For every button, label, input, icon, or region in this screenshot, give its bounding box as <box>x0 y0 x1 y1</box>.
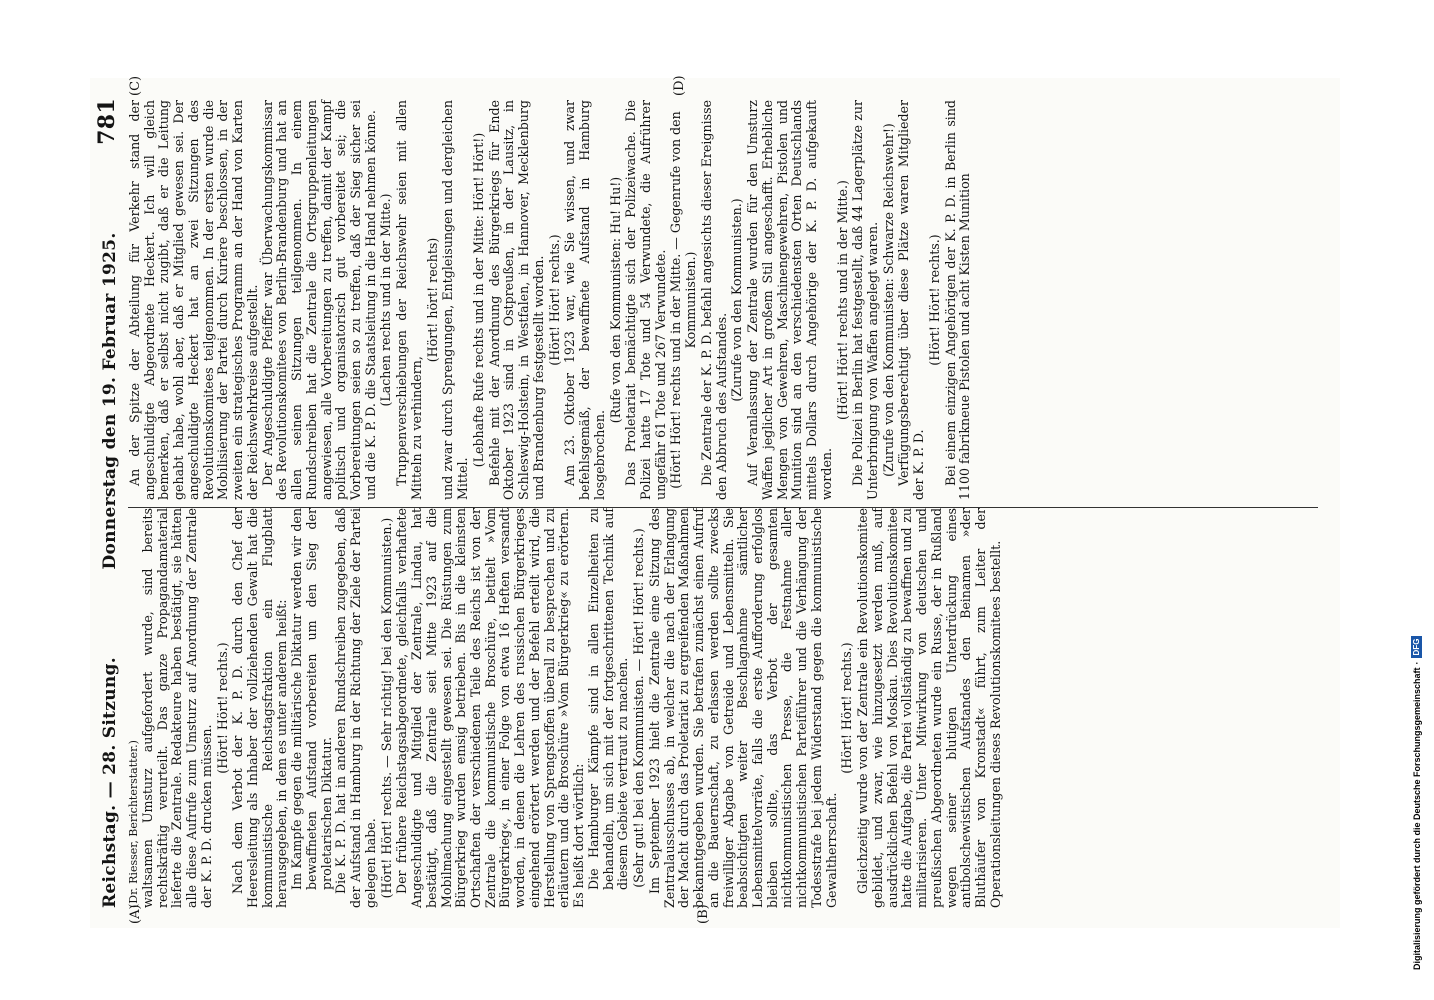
interjection: (Hört! Hört! rechts. — Sehr richtig! bei den Kommunisten.) <box>378 517 394 899</box>
header-date: Donnerstag den 19. Februar 1925. <box>100 232 120 570</box>
paragraph: Der Angeschuldigte Pfeiffer war Überwachungskommissar des Revolutionskomitees von Berlin-Brandenburg und hat an allen seinen Sitzungen teilgenommen. In einem Rundschreiben hat die Zentrale die Ortsgruppenleitungen angewiesen, alle Vorbereitungen zu treffen, damit der Kampf politisch und organisatorisch gut vorbereitet sei; die Vorbereitungen seien so zu treffen, daß der Sieg sicher sei und die K. P. D. die Staatsleitung in die Hand nehmen könne. <box>259 100 378 500</box>
interjection: (Rufe von den Kommunisten: Hu! Hu!) <box>607 176 623 424</box>
interjection: (Hört! Hört! rechts.) <box>214 642 230 774</box>
paragraph: Verfügungsberechtigt über diese Plätze waren Mitglieder der K. P. D. <box>896 100 927 500</box>
interjection: (Hört! Hört! rechts.) <box>546 234 562 366</box>
column-divider <box>128 507 1318 508</box>
scanned-page <box>90 75 1340 928</box>
interjection: (Zurufe von den Kommunisten: Schwarze Reichswehr!) <box>880 123 896 477</box>
paragraph: Die K. P. D. hat in anderen Rundschreiben zugegeben, daß der Aufstand in Hamburg in der Richtung der Ziele der Partei gelegen habe. <box>333 508 378 908</box>
header-session: Reichstag. — 28. Sitzung. <box>100 657 120 908</box>
paragraph: und zwar durch Sprengungen, Entgleisungen und dergleichen Mittel. <box>440 100 471 500</box>
interjection: (Zurufe von den Kommunisten.) <box>729 198 745 402</box>
interjection: (Lebhafte Rufe rechts und in der Mitte: Hört! Hört!) <box>470 132 486 468</box>
margin-mark-d: (D) <box>672 75 687 96</box>
quotation: Die Hamburger Kämpfe sind in allen Einzelheiten zu behandeln, um sich mit der fortgeschrittenen Technik auf diesem Gebiete vertraut zu machen. <box>585 508 631 890</box>
dfg-credit-text: Digitalisierung gefördert durch die Deutsche Forschungsgemeinschaft <box>1411 667 1422 970</box>
paragraph: An der Spitze der Abteilung für Verkehr stand der angeschuldigte Abgeordnete Heckert. Ich will gleich bemerken, daß er selbst nicht zugibt, daß er die Leitung gehabt habe, wohl aber, daß er Mitglied gewesen sei. Der angeschuldigte Heckert hat an zwei Sitzungen des Revolutionskomitees teilgenommen. In der ersten wurde die Mobilisierung der Partei durch Kuriere beschlossen, in der zweiten ein strategisches Programm an der Hand von Karten der Reichswehrkreise aufgestellt. <box>127 100 260 500</box>
right-column <box>128 100 973 500</box>
paragraph: Gleichzeitig wurde von der Zentrale ein Revolutionskomitee gebildet, und zwar, wie hinzugesetzt werden muß, auf ausdrücklichen Befehl von Moskau. Dies Revolutionskomitee hatte die Aufgabe, die Partei vollständig zu bewaffnen und zu militarisieren. Unter Mitwirkung von deutschen und preußischen Abgeordneten wurde ein Russe, der in Rußland wegen seiner blutigen Unterdrückung eines antibolschewistischen Aufstandes den Beinamen »der Bluthäufer von Kronstadt« führt, zum Leiter der Operationsleitungen dieses Revolutionskomitees bestellt. <box>855 508 1003 908</box>
margin-mark-b: (B) <box>696 904 711 924</box>
interjection: (Hört! Hört! rechts und in der Mitte.) <box>834 180 850 420</box>
dfg-credit-strip <box>1410 0 1434 1000</box>
quotation: Im Kampfe gegen die militärische Diktatur werden wir den bewaffneten Aufstand vorbereiten um den Sieg der proletarischen Diktatur. <box>289 508 334 890</box>
paragraph: Das Proletariat bemächtigte sich der Polizeiwache. Die Polizei hatte 17 Tote und 54 Verwundete, die Aufrührer ungefähr 61 Tote und 267 Verwundete. <box>623 100 668 500</box>
page-header <box>90 98 120 908</box>
margin-mark-c: (C) <box>128 75 143 96</box>
paragraph: Befehle mit der Anordnung des Bürgerkriegs für Ende Oktober 1923 sind in Ostpreußen, in der Lausitz, in Schleswig-Holstein, in Westfalen, in Hannover, Mecklenburg und Brandenburg festgestellt worden. <box>486 100 546 500</box>
paragraph: Im September 1923 hielt die Zentrale eine Sitzung des Zentralausschusses ab, in welcher die nach der Erlangung der Macht durch das Proletariat zu ergreifenden Maßnahmen bekanntgegeben wurden. Sie betrafen zunächst einen Aufruf an die Bauernschaft, zu erlassen werden sollte zwecks freiwilliger Abgabe von Getreide und Lebensmitteln. Sie beabsichtigten weiter Beschlagnahme sämtlicher Lebensmittelvorräte, falls die erste Aufforderung erfolglos bleiben sollte, das Verbot der gesamten nichtkommunistischen Presse, die Festnahme aller nichtkommunistischen Parteiführer und die Verhängung der Todesstrafe bei jedem Widerstand gegen die kommunistische Gewaltherrschaft. <box>646 508 839 908</box>
paragraph: Bei einem einzigen Angehörigen der K. P. D. in Berlin sind 1100 fabrikneue Pistolen und acht Kisten Munition <box>942 100 973 500</box>
interjection: (Hört! hört! rechts) <box>424 237 440 363</box>
paragraph: Auf Veranlassung der Zentrale wurden für den Umsturz Waffen jeglicher Art in großem Stil angeschafft. Erhebliche Mengen von Gewehren, Maschinengewehren, Pistolen und Munition sind an den verschiedensten Orten Deutschlands mittels Dollars durch Angehörige der K. P. D. aufgekauft worden. <box>745 100 834 500</box>
paragraph: Die Zentrale der K. P. D. befahl angesichts dieser Ereignisse den Abbruch des Aufstandes. <box>698 100 729 500</box>
interjection: (Hört! Hört! rechts und in der Mitte. — Gegenrufe von den Kommunisten.) <box>668 111 699 489</box>
paragraph: Truppenverschiebungen der Reichswehr seien mit allen Mitteln zu verhindern, <box>394 100 424 500</box>
dfg-credit-text-group: Digitalisierung gefördert durch die Deutsche Forschungsgemeinschaft · DFG <box>1411 636 1422 970</box>
speaker-line: (Dr. Riesser, Berichterstatter.) <box>127 740 140 908</box>
interjection: (Hört! Hört! rechts.) <box>839 642 855 774</box>
paragraph: Der frühere Reichstagsabgeordnete, gleichfalls verhaftete Angeschuldigte und Mitglied der Zentrale, Lindau, hat bestätigt, daß die Zentrale seit Mitte 1923 auf die Mobilmachung eingestellt gewesen sei. Die Rüstungen zum Bürgerkrieg wurden emsig betrieben. Bis in die kleinsten Ortschaften der verschiedenen Teile des Reichs ist von der Zentrale die kommunistische Broschüre, betitelt »Vom Bürgerkrieg«, in einer Folge von etwa 16 Heften versandt worden, in denen die Lehren des russischen Bürgerkrieges eingehend erörtert werden und der Befehl erteilt wird, die Herstellung von Sprengstoffen überall zu besprechen und zu erläutern und die Broschüre »Vom Bürgerkrieg« zu erörtern. Es heißt dort wörtlich: <box>394 508 587 908</box>
interjection: (Sehr gut! bei den Kommunisten. — Hört! Hört! rechts.) <box>631 528 647 888</box>
paragraph: Die Polizei in Berlin hat festgestellt, daß 44 Lagerplätze zur Unterbringung von Waffen angelegt waren. <box>850 100 880 500</box>
page-number: 781 <box>94 98 120 145</box>
left-column <box>128 508 1003 908</box>
margin-mark-a: (A) <box>128 904 143 924</box>
paragraph: waltsamen Umsturz aufgefordert wurde, sind bereits rechtskräftig verurteilt. Das ganze Propagandamaterial lieferte die Zentrale. Redakteure haben bestätigt, sie hätten alle diese Aufrufe zum Umsturz auf Anordnung der Zentrale der K. P. D. drucken müssen. <box>139 508 214 908</box>
interjection: (Lachen rechts und in der Mitte.) <box>378 193 394 407</box>
dfg-logo: DFG <box>1411 636 1422 659</box>
paragraph: Am 23. Oktober 1923 war, wie Sie wissen, und zwar befehlsgemäß, der bewaffnete Aufstand in Hamburg losgebrochen. <box>562 100 607 500</box>
interjection: (Hört! Hört! rechts.) <box>926 234 942 366</box>
paragraph: Nach dem Verbot der K. P. D. durch den Chef der Heeresleitung als Inhaber der vollziehenden Gewalt hat die kommunistische Reichstagsfraktion ein Flugblatt herausgegeben, in dem es unter anderem heißt: <box>230 508 290 908</box>
